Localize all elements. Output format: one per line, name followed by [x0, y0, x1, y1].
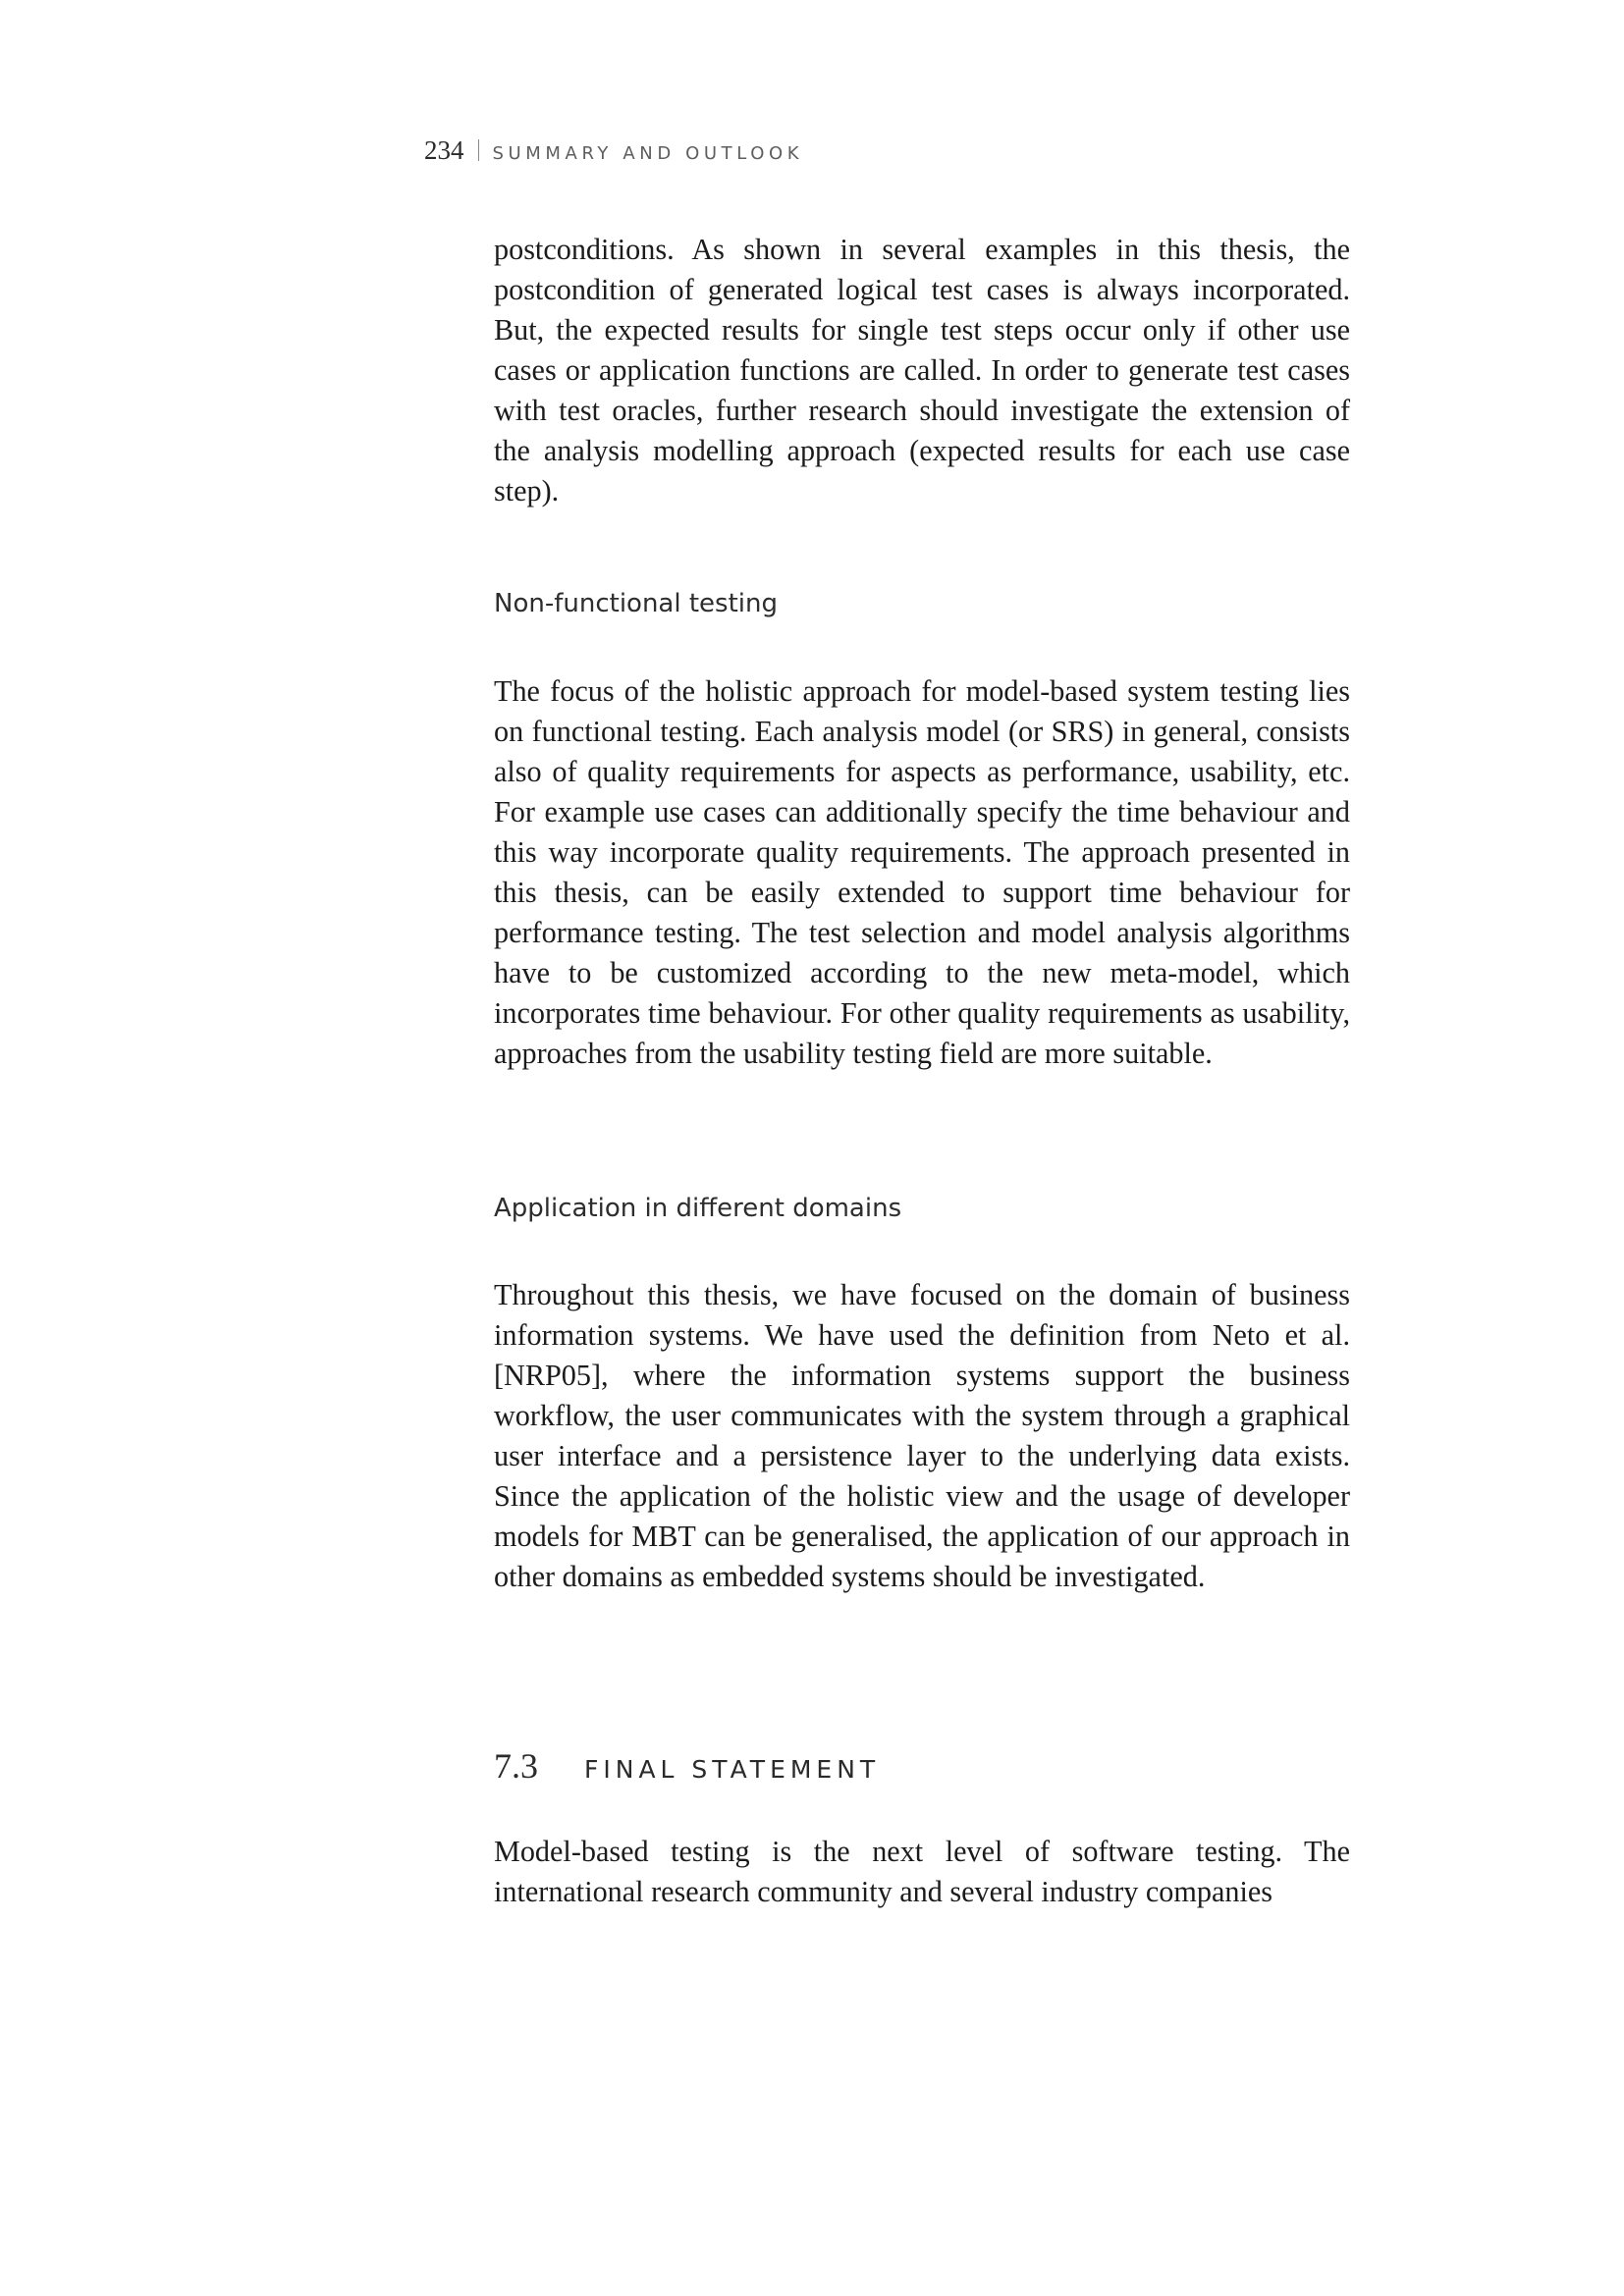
section-heading: [494, 1745, 1350, 1787]
paragraph-heading-application-domains: Application in different domains: [494, 1194, 902, 1223]
paragraph-final-statement-block: [494, 1832, 1350, 1912]
running-head: [424, 135, 803, 175]
paragraph-final-statement: Model-based testing is the next level of software testing. The international research community and several industry companies: [494, 1835, 1350, 1908]
paragraph-postconditions-block: [494, 230, 1350, 511]
paragraph-application-domains: Throughout this thesis, we have focused on the domain of business information systems. We have used the definition from Neto et al. [NRP05], where the information systems support the business workflow, the user communicates with the system through a graphical user interface and a persistence layer to the underlying data exists. Since the application of the holistic view and the usage of developer models for MBT can be generalised, the application of our approach in other domains as embedded systems should be investigated.: [494, 1278, 1350, 1593]
section-number: 7.3: [494, 1746, 538, 1786]
page-number: 234: [424, 135, 464, 165]
heading-application-block: [494, 1194, 1350, 1223]
paragraph-application-block: [494, 1275, 1350, 1597]
section-heading-block: [494, 1745, 1350, 1787]
chapter-title: SUMMARY AND OUTLOOK: [492, 143, 804, 164]
heading-non-functional-block: [494, 589, 1350, 618]
paragraph-postconditions: postconditions. As shown in several examples in this thesis, the postcondition of generated logical test cases is always incorporated. But, the expected results for single test steps occur only if other use cases or application functions are called. In order to generate test cases with test oracles, further research should investigate the extension of the analysis modelling approach (expected results for each use case step).: [494, 233, 1350, 507]
section-title: FINAL STATEMENT: [584, 1755, 881, 1784]
header-separator: [478, 139, 479, 161]
paragraph-non-functional-testing: The focus of the holistic approach for model-based system testing lies on functional testing. Each analysis model (or SRS) in general, consists also of quality requirements for aspects as performance, usability, etc. For example use cases can additionally specify the time behaviour and this way incorporate quality requirements. The approach presented in this thesis, can be easily extended to support time behaviour for performance testing. The test selection and model analysis algorithms have to be customized according to the new meta-model, which incorporates time behaviour. For other quality requirements as usability, approaches from the usability testing field are more suitable.: [494, 674, 1350, 1070]
paragraph-heading-non-functional-testing: Non-functional testing: [494, 589, 778, 618]
paragraph-non-functional-block: [494, 671, 1350, 1074]
